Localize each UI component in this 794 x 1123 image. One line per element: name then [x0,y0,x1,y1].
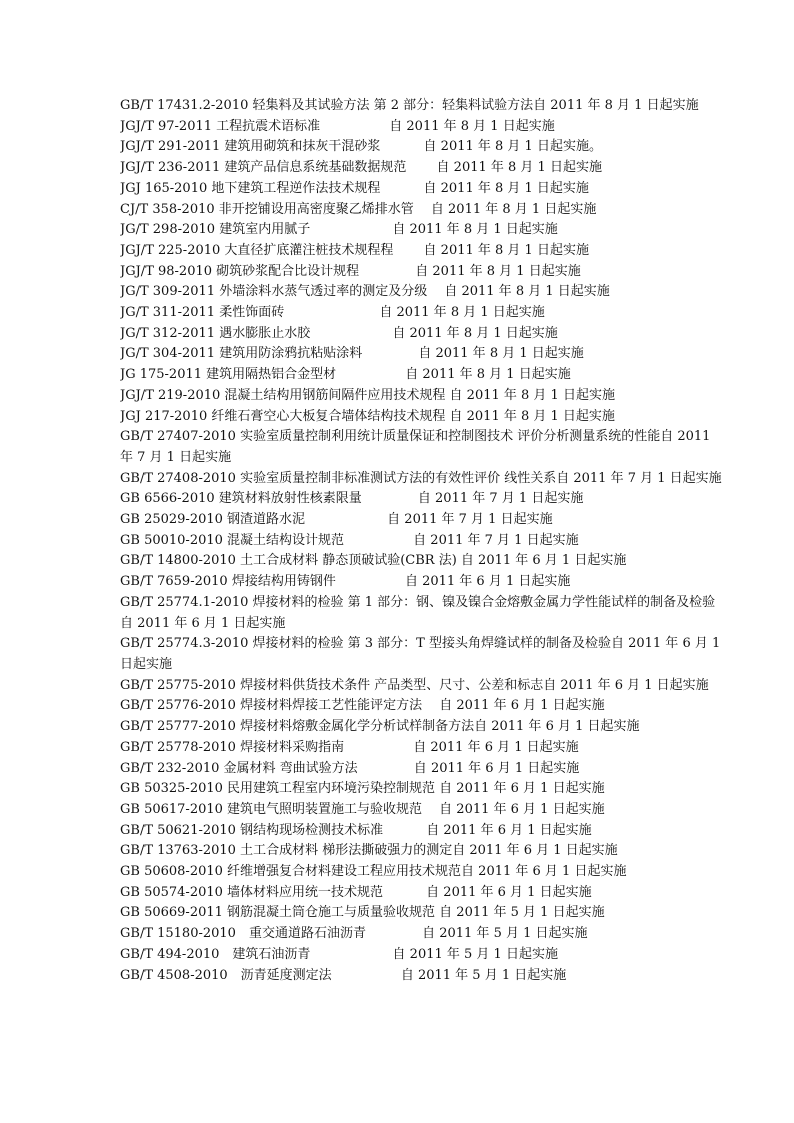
standard-entry: GB/T 25774.3-2010 焊接材料的检验 第 3 部分：T 型接头角焊缝试样的制备及检验自 2011 年 6 月 1 日起实施 [120,636,721,672]
standard-entry: JG/T 304-2011 建筑用防涂鸦抗粘贴涂料 自 2011 年 8 月 1 日起实施 [120,346,584,362]
standard-entry: GB/T 232-2010 金属材料 弯曲试验方法 自 2011 年 6 月 1 日起实施 [120,760,580,776]
standard-entry: GB/T 7659-2010 焊接结构用铸钢件 自 2011 年 6 月 1 日起实施 [120,574,571,590]
standard-entry: GB 25029-2010 钢渣道路水泥 自 2011 年 7 月 1 日起实施 [120,512,553,528]
standard-entry: GB 50608-2010 纤维增强复合材料建设工程应用技术规范自 2011 年 6 月 1 日起实施 [120,864,627,880]
standard-entry: GB/T 25778-2010 焊接材料采购指南 自 2011 年 6 月 1 日起实施 [120,739,579,755]
standard-entry: JG 175-2011 建筑用隔热铝合金型材 自 2011 年 8 月 1 日起实施 [120,367,571,383]
standard-entry: JGJ/T 98-2010 砌筑砂浆配合比设计规程 自 2011 年 8 月 1 日起实施 [120,263,581,279]
standard-entry: GB 50010-2010 混凝土结构设计规范 自 2011 年 7 月 1 日起实施 [120,532,579,548]
standard-entry: JGJ/T 225-2010 大直径扩底灌注桩技术规程程 自 2011 年 8 月 1 日起实施 [120,242,589,258]
standard-entry: JG/T 298-2010 建筑室内用腻子 自 2011 年 8 月 1 日起实施 [120,222,558,238]
standard-entry: JGJ 217-2010 纤维石膏空心大板复合墙体结构技术规程 自 2011 年 8 月 1 日起实施 [120,408,615,424]
standard-entry: GB/T 14800-2010 土工合成材料 静态顶破试验(CBR 法) 自 2011 年 6 月 1 日起实施 [120,553,627,569]
standard-entry: GB/T 15180-2010 重交通道路石油沥青 自 2011 年 5 月 1 日起实施 [120,926,588,942]
standard-entry: GB/T 17431.2-2010 轻集料及其试验方法 第 2 部分：轻集料试验方法自 2011 年 8 月 1 日起实施 [120,98,699,113]
standard-entry: JGJ/T 291-2011 建筑用砌筑和抹灰干混砂浆 自 2011 年 8 月 1 日起实施。 [120,139,602,155]
standard-entry: GB/T 25777-2010 焊接材料熔敷金属化学分析试样制备方法自 2011 年 6 月 1 日起实施 [120,719,640,735]
standard-entry: GB/T 25774.1-2010 焊接材料的检验 第 1 部分：钢、镍及镍合金熔敷金属力学性能试样的制备及检验自 2011 年 6 月 1 日起实施 [120,594,716,631]
standard-entry: GB 50669-2011 钢筋混凝土筒仓施工与质量验收规范 自 2011 年 5 月 1 日起实施 [120,905,605,921]
standard-entry: GB/T 27407-2010 实验室质量控制利用统计质量保证和控制图技术 评价分析测量系统的性能自 2011 年 7 月 1 日起实施 [120,429,711,465]
standard-entry: JGJ/T 97-2011 工程抗震术语标准 自 2011 年 8 月 1 日起实施 [120,118,555,134]
standard-entry: JGJ 165-2010 地下建筑工程逆作法技术规程 自 2011 年 8 月 1 日起实施 [120,180,589,196]
standard-entry: GB/T 25775-2010 焊接材料供货技术条件 产品类型、尺寸、公差和标志自 2011 年 6 月 1 日起实施 [120,677,709,693]
standard-entry: CJ/T 358-2010 非开挖铺设用高密度聚乙烯排水管 自 2011 年 8 月 1 日起实施 [120,201,597,217]
standard-entry: GB/T 25776-2010 焊接材料焊接工艺性能评定方法 自 2011 年 6 月 1 日起实施 [120,698,605,714]
standard-entry: GB 50617-2010 建筑电气照明装置施工与验收规范 自 2011 年 6 月 1 日起实施 [120,801,605,817]
standard-entry: GB/T 494-2010 建筑石油沥青 自 2011 年 5 月 1 日起实施 [120,946,558,962]
standard-entry: JG/T 311-2011 柔性饰面砖 自 2011 年 8 月 1 日起实施 [120,305,545,321]
standard-entry: JGJ/T 219-2010 混凝土结构用钢筋间隔件应用技术规程 自 2011 年 8 月 1 日起实施 [120,387,615,403]
standard-entry: GB 50325-2010 民用建筑工程室内环境污染控制规范 自 2011 年 6 月 1 日起实施 [120,781,605,797]
standard-entry: GB/T 50621-2010 钢结构现场检测技术标准 自 2011 年 6 月 1 日起实施 [120,822,592,838]
standard-entry: JG/T 312-2011 遇水膨胀止水胶 自 2011 年 8 月 1 日起实施 [120,325,558,341]
standard-entry: GB/T 27408-2010 实验室质量控制非标准测试方法的有效性评价 线性关系自 2011 年 7 月 1 日起实施 [120,470,722,486]
document-body [120,96,724,986]
standard-entry: GB/T 13763-2010 土工合成材料 梯形法撕破强力的测定自 2011 年 6 月 1 日起实施 [120,843,618,859]
standard-entry: JG/T 309-2011 外墙涂料水蒸气透过率的测定及分级 自 2011 年 8 月 1 日起实施 [120,284,610,300]
standard-entry: GB 50574-2010 墙体材料应用统一技术规范 自 2011 年 6 月 1 日起实施 [120,884,592,900]
standard-entry: GB 6566-2010 建筑材料放射性核素限量 自 2011 年 7 月 1 日起实施 [120,491,584,507]
standard-entry: JGJ/T 236-2011 建筑产品信息系统基础数据规范 自 2011 年 8 月 1 日起实施 [120,160,602,176]
standard-entry: GB/T 4508-2010 沥青延度测定法 自 2011 年 5 月 1 日起实施 [120,967,567,983]
